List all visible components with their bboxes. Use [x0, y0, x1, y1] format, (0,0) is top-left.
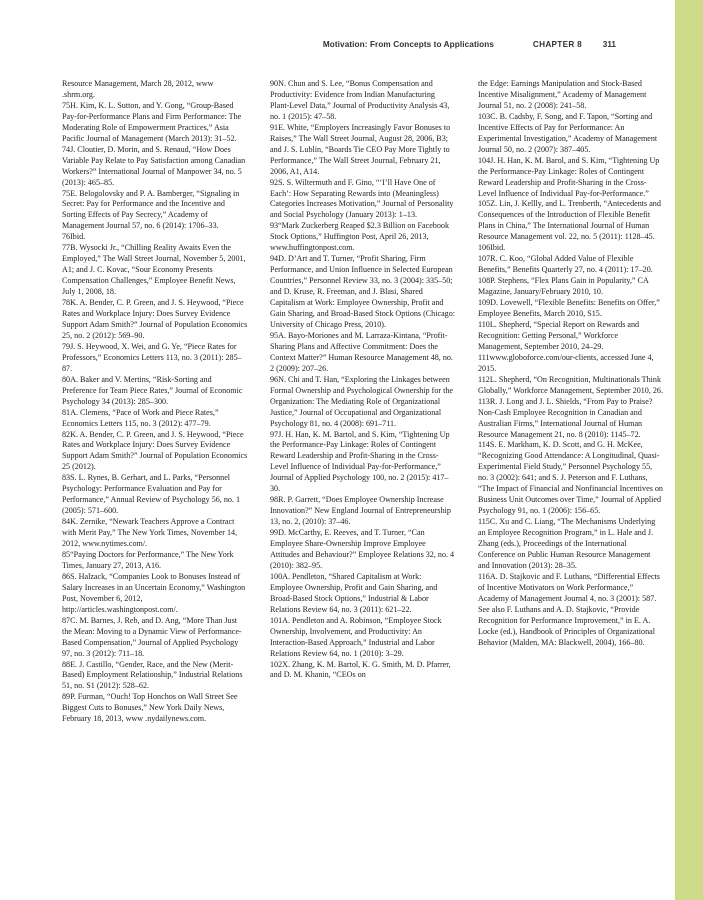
reference-item: 110L. Shepherd, “Special Report on Rewards and Recognition: Getting Personal,” Workforce Management, September 2010, 24–29. [478, 319, 640, 351]
reference-item: 109D. Lovewell, “Flexible Benefits: Benefits on Offer,” Employee Benefits, March 2010, S15. [478, 298, 660, 319]
reference-item: 93“Mark Zuckerberg Reaped $2.3 Billion on Facebook Stock Options,” Huffington Post, April 26, 2013, www.huffingtonpost.com. [270, 221, 449, 253]
reference-item: 84K. Zernike, “Newark Teachers Approve a Contract with Merit Pay,” The New York Times, November 14, 2012, www.nytimes.com/. [62, 517, 238, 549]
reference-item: 74J. Cloutier, D. Morin, and S. Renaud, “How Does Variable Pay Relate to Pay Satisfaction among Canadian Workers?” International Journal of Manpower 34, no. 5 (2013): 465–85. [62, 144, 246, 187]
reference-item: 96N. Chi and T. Han, “Exploring the Linkages between Formal Ownership and Psychological Ownership for the Organization: The Mediating Role of Organizational Justice,” Journal of Occupational and Organizational Psychology 81, no. 4 (2008): 691–711. [270, 374, 453, 428]
reference-item: 108P. Stephens, “Flex Plans Gain in Popularity,” CA Magazine, January/February 2010, 10. [478, 276, 649, 297]
reference-item: 99D. McCarthy, E. Reeves, and T. Turner, “Can Employee Share-Ownership Improve Employee Attitudes and Behaviour?” Employee Relations 32, no. 4 (2010): 382–95. [270, 528, 455, 570]
header-title: Motivation: From Concepts to Applications [322, 40, 494, 49]
reference-item: 104J. H. Han, K. M. Barol, and S. Kim, “Tightening Up the Performance-Pay Linkage: Roles of Contingent Reward Leadership and Profit-Sharing in the Cross-Level Influence of Individual Pay-for-Performance.” [478, 155, 660, 198]
reference-item: 98R. P. Garrett, “Does Employee Ownership Increase Innovation?” New England Journal of Entrepreneurship 13, no. 2, (2010): 37–46. [270, 495, 451, 527]
page-number: 311 [602, 40, 616, 49]
reference-item: 89P. Furman, “Ouch! Top Honchos on Wall Street See Biggest Cuts to Bonuses,” New York Daily News, February 18, 2013, www .nydailynews.com. [62, 692, 238, 724]
running-header [0, 38, 660, 54]
reference-item: 111www.globoforce.com/our-clients, accessed June 4, 2015. [478, 352, 654, 373]
reference-item: 77B. Wysocki Jr., “Chilling Reality Awaits Even the Employed,” The Wall Street Journal, November 5, 2001, A1; and J. C. Kovac, “Sour Economy Presents Compensation Challenges,” Employee Benefit News, July 1, 2008, 18. [62, 243, 246, 297]
reference-item: 90N. Chun and S. Lee, “Bonus Compensation and Productivity: Evidence from Indian Manufacturing Plant-Level Data,” Journal of Productivity Analysis 43, no. 1 (2015): 47–58. [270, 79, 450, 121]
reference-item: 114S. E. Markham, K. D. Scott, and G. H. McKee, “Recognizing Good Attendance: A Longitudinal, Quasi-Experimental Field Study,” Personnel Psychology 55, no. 3 (2002): 641; and S. J. Peterson and F. Luthans, “The Impact of Financial and Nonfinancial Incentives on Business Unit Outcomes over Time,” Journal of Applied Psychology 91, no. 1 (2006): 156–65. [478, 440, 663, 516]
references-column-2 [270, 79, 456, 681]
reference-item: 97J. H. Han, K. M. Bartol, and S. Kim, “Tightening Up the Performance-Pay Linkage: Roles of Contingent Reward Leadership and Profit-Sharing in the Cross-Level Influence of Individual Pay-for-Performance,” Journal of Applied Psychology 100, no. 2 (2015): 417–30. [270, 429, 450, 494]
reference-item: 78K. A. Bender, C. P. Green, and J. S. Heywood, “Piece Rates and Workplace Injury: Does Survey Evidence Support Adam Smith?” Journal of Population Economics 25, no. 2 (2012): 569–90. [62, 298, 248, 340]
header-chapter: CHAPTER 8 [532, 40, 582, 49]
reference-item: Resource Management, March 28, 2012, www .shrm.org. [62, 79, 214, 99]
references-column-3 [478, 79, 664, 649]
reference-item: 92S. S. Wiltermuth and F. Gino, “‘I’ll Have One of Each’: How Separating Rewards into (Meaningless) Categories Increases Motivation,” Journal of Personality and Social Psychology (January 2013): 1–13. [270, 177, 454, 220]
reference-item: 75E. Belogolovsky and P. A. Bamberger, “Signaling in Secret: Pay for Performance and the Incentive and Sorting Effects of Pay Secrecy,” Academy of Management Journal 57, no. 6 (2014): 1706–33. [62, 188, 240, 231]
chapter-side-tab [675, 0, 703, 900]
reference-item: 112L. Shepherd, “On Recognition, Multinationals Think Globally,” Workforce Management, September 2010, 26. [478, 374, 664, 395]
reference-item: 105Z. Lin, J. Kellly, and L. Trenberth, “Antecedents and Consequences of the Introduction of Flexible Benefit Plans in China,” The International Journal of Human Resource Management vol. 22, no. 5 (2011): 1128–45. [478, 199, 661, 242]
reference-item: 80A. Baker and V. Mertins, “Risk-Sorting and Preference for Team Piece Rates,” Journal of Economic Psychology 34 (2013): 285–300. [62, 374, 243, 406]
reference-item: 107R. C. Koo, “Global Added Value of Flexible Benefits,” Benefits Quarterly 27, no. 4 (2011): 17–20. [478, 254, 653, 275]
reference-item: 103C. B. Cadsby, F. Song, and F. Tapon, “Sorting and Incentive Effects of Pay for Performance: An Experimental Investigation,” Academy of Management Journal 50, no. 2 (2007): 387–405. [478, 111, 658, 154]
reference-item: 79J. S. Heywood, X. Wei, and G. Ye, “Piece Rates for Professors,” Economics Letters 113, no. 3 (2011): 285–87. [62, 341, 242, 373]
reference-item: 82K. A. Bender, C. P. Green, and J. S. Heywood, “Piece Rates and Workplace Injury: Does Survey Evidence Support Adam Smith?” Journal of Population Economics 25 (2012). [62, 429, 248, 472]
reference-item: 83S. L. Rynes, B. Gerhart, and L. Parks, “Personnel Psychology: Performance Evaluation and Pay for Performance,” Annual Review of Psychology 56, no. 1 (2005): 571–600. [62, 473, 241, 516]
reference-item: 94D. D’Art and T. Turner, “Profit Sharing, Firm Performance, and Union Influence in Selected European Countries,” Personnel Review 33, no. 3 (2004): 335–50; and D. Kruse, R. Freeman, and J. Blasi, Shared Capitalism at Work: Employee Ownership, Profit and Gain Sharing, and Broad-Based Stock Options (Chicago: University of Chicago Press, 2010). [270, 254, 456, 329]
reference-item: 91E. White, “Employers Increasingly Favor Bonuses to Raises,” The Wall Street Journal, August 28, 2006, B3; and J. S. Lublin, “Boards Tie CEO Pay More Tightly to Performance,” The Wall Street Journal, February 21, 2006, A1, A14. [270, 122, 451, 176]
reference-item: 113R. J. Long and J. L. Shields, “From Pay to Praise? Non-Cash Employee Recognition in Canadian and Australian Firms,” International Journal of Human Resource Management 21, no. 8 (2010): 1145–72. [478, 396, 653, 439]
reference-item: 88E. J. Castillo, “Gender, Race, and the New (Merit-Based) Employment Relationship,” Industrial Relations 51, no. S1 (2012): 528–62. [62, 659, 243, 691]
references-column-1 [62, 79, 248, 725]
reference-item: 86S. Halzack, “Companies Look to Bonuses Instead of Salary Increases in an Uncertain Economy,” Washington Post, November 6, 2012, http://articles.washingtonpost.com/. [62, 571, 246, 614]
reference-item: 75H. Kim, K. L. Sutton, and Y. Gong, “Group-Based Pay-for-Performance Plans and Firm Performance: The Moderating Role of Empowerment Practices,” Asia Pacific Journal of Management (March 2013): 31–52. [62, 100, 242, 143]
reference-item: 100A. Pendleton, “Shared Capitalism at Work: Employee Ownership, Profit and Gain Sharing, and Broad-Based Stock Options,” Industrial & Labor Relations Review 64, no. 3 (2011): 621–22. [270, 571, 438, 614]
reference-item: 95A. Bayo-Moriones and M. Larraza-Kintana, “Profit-Sharing Plans and Affective Commitment: Does the Context Matter?” Human Resource Management 48, no. 2 (2009): 207–26. [270, 330, 453, 373]
reference-item: 101A. Pendleton and A. Robinson, “Employee Stock Ownership, Involvement, and Productivity: An Interaction-Based Approach,” Industrial and Labor Relations Review 64, no. 1 (2010): 3–29. [270, 615, 442, 658]
reference-item: 81A. Clemens, “Pace of Work and Piece Rates,” Economics Letters 115, no. 3 (2012): 477–79. [62, 407, 219, 428]
reference-item: 85“Paying Doctors for Performance,” The New York Times, January 27, 2013, A16. [62, 549, 234, 570]
reference-item: the Edge: Earnings Manipulation and Stock-Based Incentive Misalignment,” Academy of Management Journal 51, no. 2 (2008): 241–58. [478, 79, 647, 110]
reference-item: 87C. M. Barnes, J. Reb, and D. Ang, “More Than Just the Mean: Moving to a Dynamic View of Performance-Based Compensation,” Journal of Applied Psychology 97, no. 3 (2012): 711–18. [62, 615, 242, 658]
reference-item: 106Ibid. [478, 243, 506, 253]
reference-item: 102X. Zhang, K. M. Bartol, K. G. Smith, M. D. Pfarrer, and D. M. Khanin, “CEOs on [270, 659, 451, 680]
reference-item: 115C. Xu and C. Liang, “The Mechanisms Underlying an Employee Recognition Program,” in L. Hale and J. Zhang (eds.), Proceedings of the International Conference on Public Human Resource Management and Innovation (2013): 28–35. [478, 517, 656, 570]
reference-item: 116A. D. Stajkovic and F. Luthans, “Differential Effects of Incentive Motivators on Work Performance,” Academy of Management Journal 4, no. 3 (2001): 587. See also F. Luthans and A. D. Stajkovic, “Provide Recognition for Performance Improvement,” in E. A. Locke (ed.), Handbook of Principles of Organizational Behavior (Malden, MA: Blackwell, 2004), 166–80. [478, 571, 660, 647]
reference-item: 76Ibid. [62, 232, 86, 242]
